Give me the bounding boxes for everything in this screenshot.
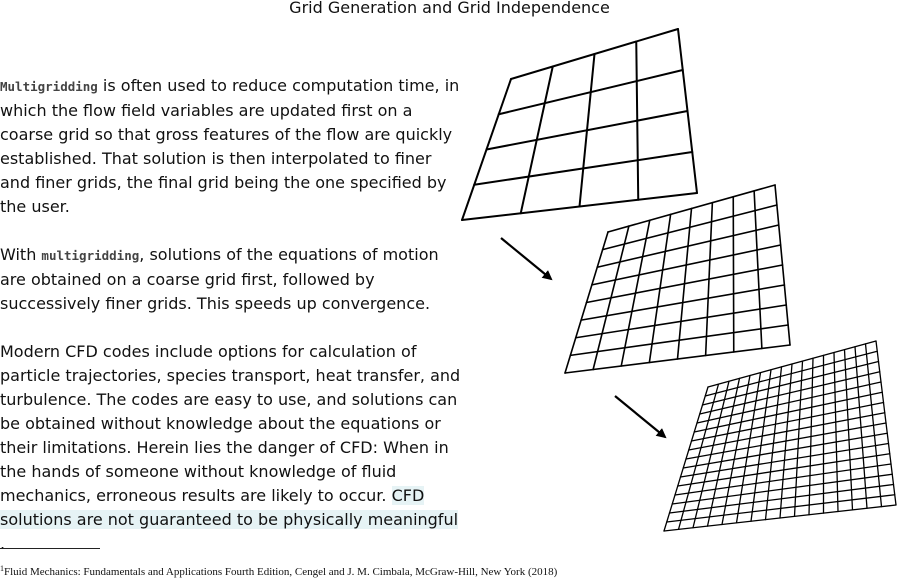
grid-line-row bbox=[581, 285, 784, 320]
paragraph-2-text: , solutions of the equations of motion are obtained on a coarse grid first, followed by successively finer grids. This speeds up convergence. bbox=[0, 245, 439, 313]
paragraph-3-text: Modern CFD codes include options for calculation of particle trajectories, species transport, heat transfer, and turbulence. The codes are easy to use, and solutions can be obtained without knowledge about the equations or their limitations. Herein lies the danger of CFD: When in the hands of someone without knowledge of fluid mechanics, erroneous results are likely to occur. bbox=[0, 342, 461, 505]
highlighted-warning: CFD solutions are not guaranteed to be physically meaningful bbox=[0, 486, 459, 529]
footnote-text: Fluid Mechanics: Fundamentals and Applications Fourth Edition, Cengel and J. M. Cimbala, McGraw-Hill, New York (2018) bbox=[4, 566, 558, 578]
fine-grid bbox=[664, 341, 896, 531]
grid-line-column bbox=[636, 42, 638, 200]
grid-line-column bbox=[678, 209, 692, 360]
term-multigridding-inline: multigridding bbox=[41, 248, 140, 263]
arrow-medium-to-fine bbox=[615, 396, 665, 437]
footnote-marker: 1 bbox=[0, 564, 4, 573]
grid-line-row bbox=[474, 152, 692, 185]
grid-line-column bbox=[775, 185, 790, 345]
coarse-grid bbox=[462, 29, 697, 220]
arrow-coarse-to-medium bbox=[501, 238, 551, 279]
grid-line-row bbox=[681, 444, 889, 478]
footnote-divider bbox=[0, 548, 100, 549]
paragraph-1-text: is often used to reduce computation time, in which the flow field variables are updated first on a coarse grid so that gross features of the flow are quickly established. That solution is then interpolated to finer and finer grids, the final grid being the one specified by the user. bbox=[0, 76, 460, 216]
grid-line-row bbox=[683, 433, 887, 468]
paragraph-2-lead: With bbox=[0, 245, 42, 264]
grid-line-column bbox=[780, 364, 792, 518]
footnote bbox=[0, 562, 899, 579]
grid-line-column bbox=[855, 347, 867, 509]
medium-grid bbox=[565, 185, 790, 373]
grid-line-column bbox=[733, 197, 734, 352]
paragraph-3-end: . bbox=[0, 534, 6, 553]
page-title: Grid Generation and Grid Independence bbox=[289, 0, 610, 17]
term-multigridding: Multigridding bbox=[0, 79, 98, 94]
grid-line-column bbox=[678, 29, 697, 193]
